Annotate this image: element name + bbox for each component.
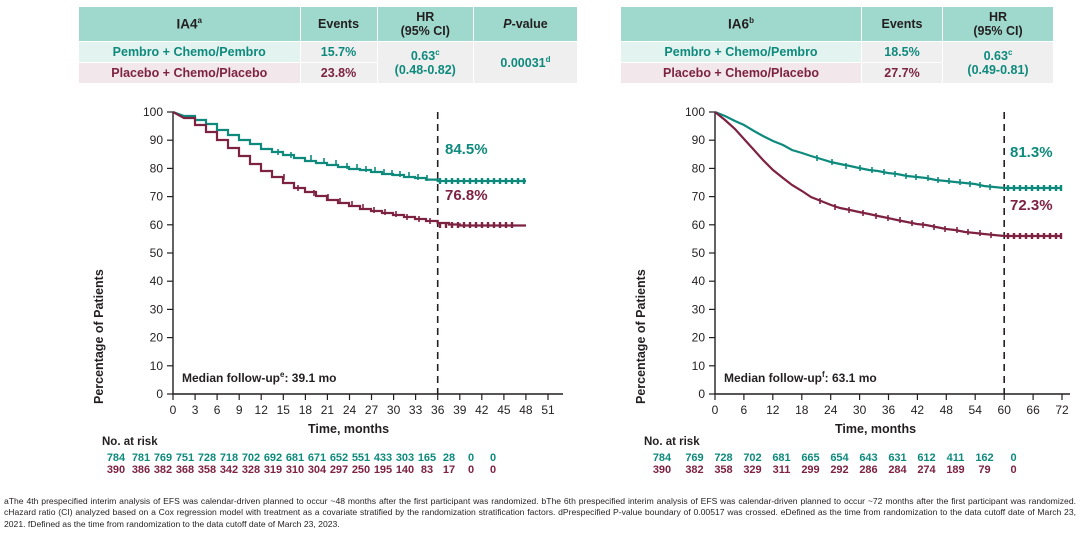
median-followup-ia4: Median follow-$up^e$: 39.1 mo [182, 370, 337, 385]
svg-text:60: 60 [149, 217, 163, 232]
y-axis-label-ia4: Percentage of Patients [92, 269, 106, 404]
svg-text:70: 70 [691, 189, 705, 204]
header-events: Events [300, 7, 377, 42]
svg-text:80: 80 [691, 161, 705, 176]
svg-text:70: 70 [149, 189, 163, 204]
svg-text:60: 60 [997, 403, 1011, 417]
svg-text:50: 50 [149, 246, 163, 260]
header-pvalue: P-value [473, 7, 577, 42]
svg-text:45: 45 [497, 403, 511, 417]
row-label-placebo: Placebo + Chemo/Placebo [621, 63, 862, 84]
svg-text:0: 0 [711, 403, 719, 417]
svg-text:90: 90 [691, 133, 705, 148]
svg-text:48: 48 [519, 403, 533, 417]
svg-text:30: 30 [386, 403, 401, 417]
svg-text:30: 30 [149, 302, 163, 317]
svg-text:21: 21 [320, 403, 335, 417]
svg-text:50: 50 [691, 246, 705, 260]
risk-title-ia6: No. at risk [644, 436, 700, 448]
svg-text:48: 48 [939, 403, 953, 417]
svg-text:39: 39 [453, 403, 467, 417]
table-header-row [79, 7, 578, 42]
table-row [79, 42, 578, 63]
svg-text:24: 24 [824, 403, 838, 417]
risk-row-placebo-ia6: 390 382 358 329 311 299 292 286 284 274 189 79 0 [652, 464, 1017, 476]
cell-hr-ia6: 0.63$^c$ (0.49-0.81) [943, 42, 1054, 84]
svg-text:0: 0 [169, 403, 177, 417]
svg-text:12: 12 [766, 403, 780, 417]
cell-events-pembro: 15.7% [300, 42, 377, 63]
svg-text:30: 30 [852, 403, 867, 417]
svg-text:36: 36 [431, 403, 445, 417]
cell-events-placebo: 27.7% [862, 63, 943, 84]
row-label-pembro: Pembro + Chemo/Pembro [621, 42, 862, 63]
svg-text:15: 15 [276, 403, 290, 417]
svg-text:0: 0 [698, 387, 705, 401]
cell-events-placebo: 23.8% [300, 63, 377, 84]
header-hr: HR (95% CI) [943, 7, 1054, 42]
svg-text:10: 10 [149, 358, 163, 373]
svg-text:18: 18 [298, 403, 313, 417]
risk-title-ia4: No. at risk [102, 436, 158, 448]
summary-table-ia4 [78, 6, 578, 84]
svg-text:60: 60 [691, 217, 705, 232]
header-hr: HR (95% CI) [377, 7, 473, 42]
svg-text:6: 6 [740, 403, 748, 417]
annotation-pembro-ia4: 84.5% [445, 141, 488, 158]
footnotes: aThe 4th prespecified interim analysis of EFS was calendar-driven planned to occur ~48 months after the first participant was randomized. bThe 6th prespecified interim analysis of EFS was calendar-driven planned to occur ~72 months after the first participant was randomized. cHazard ratio (CI) analyzed based on a Cox regression model with treatment as a covariate stratified by the randomization stratification factors. dPrespecified P-value boundary of 0.00517 was crossed. eDefined as the time from randomization to the data cutoff date of March 23, 2021. fDefined as the time from randomization to the data cutoff date of March 23, 2023. [4, 496, 1076, 529]
annotation-placebo-ia4: 76.8% [445, 187, 488, 204]
svg-text:20: 20 [691, 330, 705, 345]
table-row [621, 42, 1054, 63]
svg-text:51: 51 [541, 403, 555, 417]
km-chart-ia4 [78, 104, 578, 434]
table-header-row [621, 7, 1054, 42]
header-events: Events [862, 7, 943, 42]
svg-text:42: 42 [910, 403, 925, 417]
svg-text:100: 100 [142, 105, 163, 119]
svg-text:100: 100 [684, 105, 705, 119]
svg-text:42: 42 [475, 403, 489, 417]
svg-text:90: 90 [149, 133, 163, 148]
y-axis-label-ia6: Percentage of Patients [634, 269, 648, 404]
risk-row-placebo-ia4: 390 386 382 368 358 342 328 319 310 304 297 250 195 140 83 17 0 0 [106, 464, 497, 476]
cell-events-pembro: 18.5% [862, 42, 943, 63]
annotation-placebo-ia6: 72.3% [1010, 197, 1053, 214]
risk-table-ia6 [644, 436, 1028, 476]
svg-text:24: 24 [342, 403, 357, 417]
row-label-placebo: Placebo + Chemo/Placebo [79, 63, 301, 84]
svg-text:36: 36 [881, 403, 896, 417]
svg-text:40: 40 [149, 274, 163, 289]
header-ia4: IA4$^a$ [79, 7, 301, 42]
median-followup-ia6: Median follow-$up^f$: 63.1 mo [724, 370, 877, 385]
svg-text:72: 72 [1055, 403, 1069, 417]
risk-table-ia4 [102, 436, 504, 476]
svg-text:6: 6 [213, 403, 221, 417]
summary-table-ia6 [620, 6, 1054, 84]
risk-row-pembro-ia6: 784 769 728 702 681 665 654 643 631 612 411 162 0 [652, 452, 1017, 464]
km-chart-ia6 [620, 104, 1080, 434]
cell-hr-ia4: 0.63$^c$ (0.48-0.82) [377, 42, 473, 84]
x-axis-label-ia6: Time, months [835, 422, 917, 436]
svg-text:54: 54 [968, 403, 982, 417]
svg-text:12: 12 [254, 403, 268, 417]
x-axis-label-ia4: Time, months [308, 422, 390, 436]
svg-text:30: 30 [691, 302, 705, 317]
risk-row-pembro-ia4: 784 781 769 751 728 718 702 692 681 671 652 551 433 303 165 28 0 0 [106, 452, 497, 464]
row-label-pembro: Pembro + Chemo/Pembro [79, 42, 301, 63]
svg-text:0: 0 [156, 387, 163, 401]
cell-pvalue-ia4: 0.00031$^d$ [473, 42, 577, 84]
svg-text:9: 9 [235, 403, 243, 417]
annotation-pembro-ia6: 81.3% [1010, 144, 1053, 161]
svg-text:20: 20 [149, 330, 163, 345]
svg-text:10: 10 [691, 358, 705, 373]
svg-text:3: 3 [191, 403, 199, 417]
svg-text:80: 80 [149, 161, 163, 176]
svg-text:33: 33 [408, 403, 423, 417]
header-ia6: IA6$^b$ [621, 7, 862, 42]
svg-text:18: 18 [795, 403, 809, 417]
svg-text:27: 27 [364, 403, 379, 417]
svg-text:40: 40 [691, 274, 705, 289]
svg-text:66: 66 [1026, 403, 1040, 417]
